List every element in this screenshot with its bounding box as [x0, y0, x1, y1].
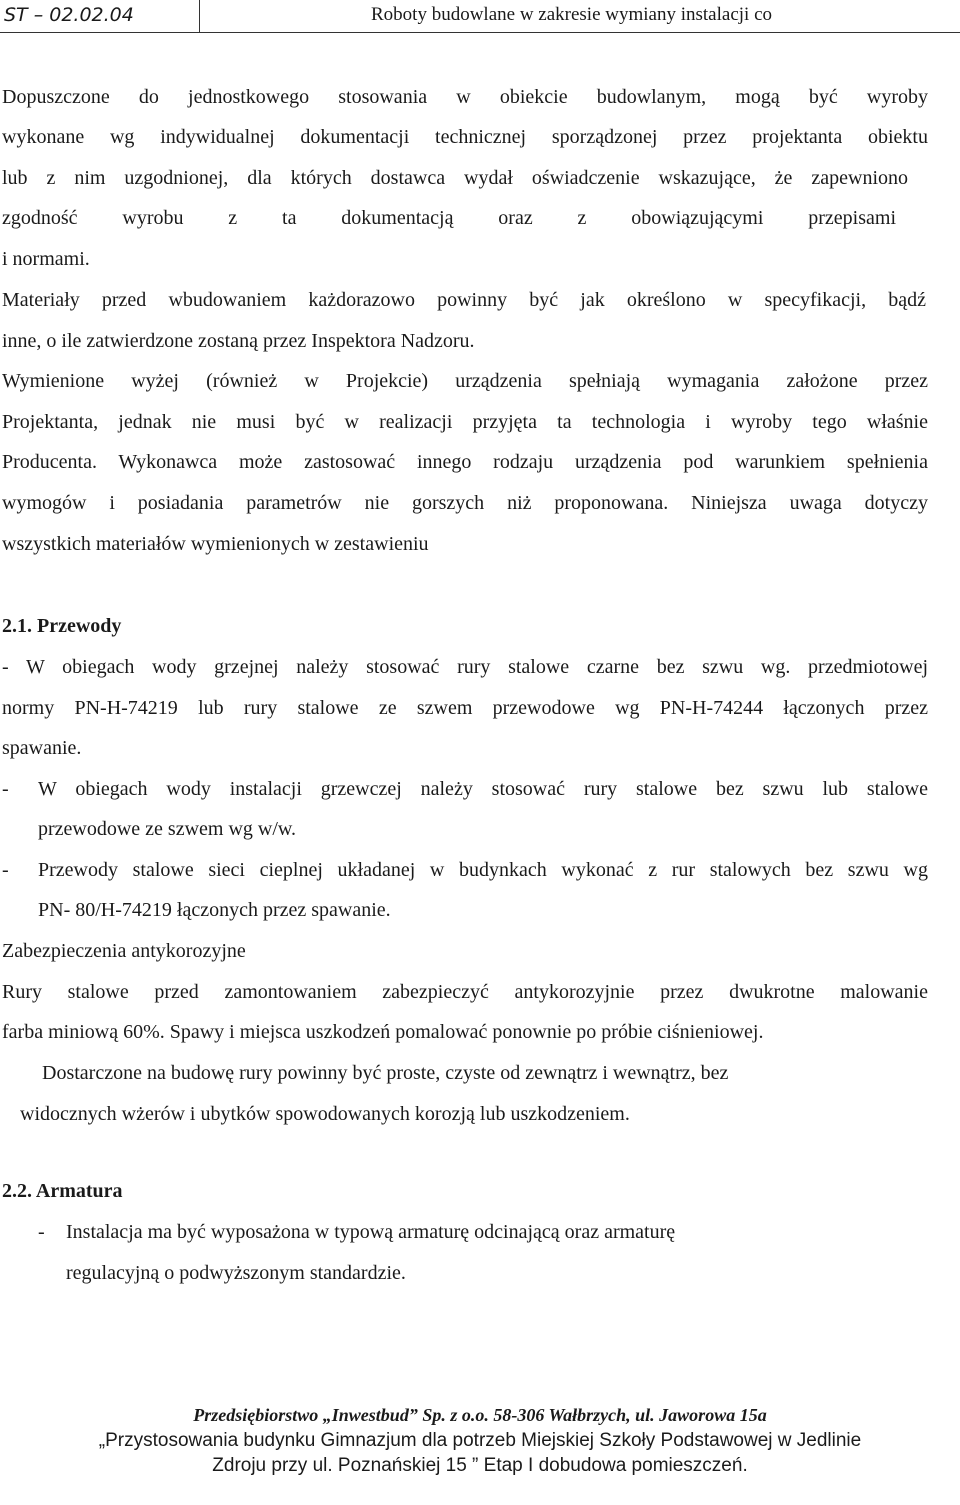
corrosion-line-1: Rury stalowe przed zamontowaniem zabezpieczyć antykorozyjnie przez dwukrotne malowanie: [2, 981, 928, 1003]
przewody-bullet-2-dash: -: [2, 778, 9, 800]
paragraph-1-line-5: i normami.: [2, 248, 90, 270]
spec-title: Roboty budowlane w zakresie wymiany instalacji co: [200, 0, 960, 33]
przewody-bullet-3-line-1: Przewody stalowe sieci cieplnej układanej w budynkach wykonać z rur stalowych bez szwu wg: [38, 859, 928, 881]
armatura-dash: -: [38, 1221, 45, 1243]
paragraph-3-line-5: wszystkich materiałów wymienionych w zestawieniu: [2, 533, 429, 555]
corrosion-protection-heading: Zabezpieczenia antykorozyjne: [2, 940, 246, 962]
przewody-bullet-1-line-2: normy PN-H-74219 lub rury stalowe ze szwem przewodowe wg PN-H-74244 łączonych przez: [2, 697, 928, 719]
armatura-line-2: regulacyjną o podwyższonym standardzie.: [66, 1262, 406, 1284]
corrosion-line-2: farba miniową 60%. Spawy i miejsca uszkodzeń pomalować ponownie po próbie ciśnieniowej.: [2, 1021, 764, 1043]
paragraph-3-line-2: Projektanta, jednak nie musi być w realizacji przyjęta ta technologia i wyroby tego właśnie: [2, 411, 928, 433]
paragraph-1-line-2: wykonane wg indywidualnej dokumentacji technicznej sporządzonej przez projektanta obiektu: [2, 126, 928, 148]
spec-code: ST – 02.02.04: [0, 0, 200, 33]
footer-project-line-1: „Przystosowania budynku Gimnazjum dla potrzeb Miejskiej Szkoły Podstawowej w Jedlinie: [98, 1430, 862, 1451]
przewody-bullet-3-line-2: PN- 80/H-74219 łączonych przez spawanie.: [38, 899, 391, 921]
footer-project: [0, 1428, 960, 1478]
armatura-line-1: Instalacja ma być wyposażona w typową armaturę odcinającą oraz armaturę: [66, 1221, 676, 1243]
paragraph-1-line-1: Dopuszczone do jednostkowego stosowania w obiekcie budowlanym, mogą być wyroby: [2, 86, 928, 108]
przewody-bullet-2-line-2: przewodowe ze szwem wg w/w.: [38, 818, 297, 840]
paragraph-3-line-3: Producenta. Wykonawca może zastosować innego rodzaju urządzenia pod warunkiem spełnienia: [2, 451, 928, 473]
paragraph-1-line-3: lub z nim uzgodnionej, dla których dostawca wydał oświadczenie wskazujące, że zapewniono: [2, 167, 908, 189]
section-2-1-heading: 2.1. Przewody: [2, 615, 122, 637]
footer-company: Przedsiębiorstwo „Inwestbud” Sp. z o.o. 58-306 Wałbrzych, ul. Jaworowa 15a: [193, 1405, 767, 1425]
delivery-line-2: widocznych wżerów i ubytków spowodowanych korozją lub uszkodzeniem.: [20, 1103, 630, 1125]
paragraph-3-line-4: wymogów i posiadania parametrów nie gorszych niż proponowana. Niniejsza uwaga dotyczy: [2, 492, 928, 514]
przewody-bullet-2-line-1: W obiegach wody instalacji grzewczej należy stosować rury stalowe bez szwu lub stalowe: [38, 778, 928, 800]
paragraph-1-line-4: zgodność wyrobu z ta dokumentacją oraz z obowiązującymi przepisami: [2, 207, 896, 229]
delivery-line-1: Dostarczone na budowę rury powinny być proste, czyste od zewnątrz i wewnątrz, bez: [42, 1062, 729, 1084]
przewody-bullet-3-dash: -: [2, 859, 9, 881]
paragraph-3-line-1: Wymienione wyżej (również w Projekcie) urządzenia spełniają wymagania założone przez: [2, 370, 928, 392]
footer-project-line-2: Zdroju przy ul. Poznańskiej 15 ” Etap I dobudowa pomieszczeń.: [212, 1455, 748, 1476]
przewody-bullet-1-line-1: - W obiegach wody grzejnej należy stosować rury stalowe czarne bez szwu wg. przedmiotowej: [2, 656, 928, 678]
page-header: [0, 0, 960, 36]
section-2-2-heading: 2.2. Armatura: [2, 1180, 123, 1202]
paragraph-2-line-1: Materiały przed wbudowaniem każdorazowo powinny być jak określono w specyfikacji, bądź: [2, 289, 926, 311]
przewody-bullet-1-line-3: spawanie.: [2, 737, 82, 759]
paragraph-2-line-2: inne, o ile zatwierdzone zostaną przez Inspektora Nadzoru.: [2, 330, 475, 352]
